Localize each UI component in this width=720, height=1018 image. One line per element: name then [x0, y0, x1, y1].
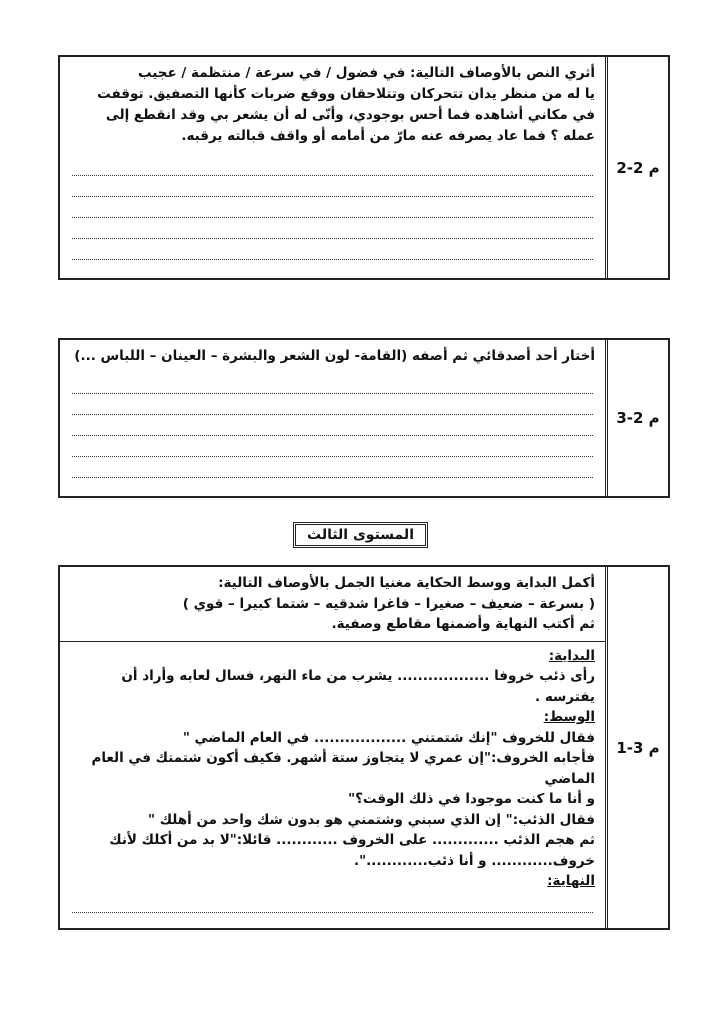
exercise-code: م 2-2 — [605, 57, 668, 278]
answer-line[interactable] — [72, 373, 593, 394]
exercise-3-1-instruction-2: ( بسرعة – ضعيف – صغيرا – فاغرا شدقيه – شتما كبيرا – قوي ) — [182, 595, 595, 612]
exercise-3-1-instruction-1: أكمل البداية ووسط الحكاية مغنيا الجمل بالأوصاف التالية: — [218, 575, 595, 591]
exercise-2-2-box — [58, 55, 670, 280]
beginning-text: رأى ذئب خروفا .................. يشرب من ماء النهر، فسال لعابه وأراد أن يفترسه . — [121, 668, 595, 705]
middle-label: الوسط: — [543, 709, 595, 725]
answer-line[interactable] — [72, 197, 593, 218]
exercise-2-3-instruction: أختار أحد أصدقائي ثم أصفه (القامة- لون الشعر والبشرة – العينان – اللباس ...) — [74, 348, 595, 364]
answer-line[interactable] — [72, 436, 593, 457]
level-title: المستوى الثالث — [293, 522, 428, 548]
answer-line[interactable] — [72, 892, 593, 913]
answer-line[interactable] — [72, 415, 593, 436]
middle-line-3: و أنا ما كنت موجودا في ذلك الوقت؟" — [348, 791, 595, 807]
exercise-3-1-box — [58, 565, 670, 930]
answer-line[interactable] — [72, 913, 593, 929]
divider — [60, 641, 605, 642]
exercise-2-2-instruction: أثري النص بالأوصاف التالية: في فضول / في سرعة / منتظمة / عجيب — [137, 65, 595, 81]
answer-line[interactable] — [72, 155, 593, 176]
middle-line-1: فقال للخروف "إنك شتمتني .................. في العام الماضي " — [182, 729, 595, 746]
middle-line-4: فقال الذئب:" إن الذي سبني وشتمني هو بدون شك واحد من أهلك " — [147, 811, 595, 828]
exercise-3-1-content — [60, 567, 605, 928]
answer-line[interactable] — [72, 218, 593, 239]
beginning-label: البداية: — [548, 647, 595, 664]
exercise-code: م 2-3 — [605, 340, 668, 496]
exercise-2-2-passage: يا له من منظر يدان تتحركان وتتلاحقان ووقع ضربات كأنها التصفيق. توقفت في مكاني أشاهده فما أحس بوجودي، وأنّى له أن يشعر بي وقد انقطع إلى عمله ؟ فما عاد يصرفه عنه مارّ من أمامه أو واقف قبالته يرقبه. — [97, 86, 595, 144]
answer-line[interactable] — [72, 394, 593, 415]
answer-line[interactable] — [72, 457, 593, 478]
middle-line-2: فأجابه الخروف:"إن عمري لا يتجاوز ستة أشهر. فكيف أكون شتمتك في العام الماضي — [91, 750, 595, 787]
exercise-2-2-content — [60, 57, 605, 278]
exercise-2-3-box — [58, 338, 670, 498]
answer-line[interactable] — [72, 176, 593, 197]
middle-line-6: خروف............ و أنا ذئب............". — [354, 852, 595, 869]
exercise-3-1-instruction-3: ثم أكتب النهاية وأضمنها مقاطع وصفية. — [331, 616, 595, 632]
end-label: النهاية: — [547, 873, 595, 889]
exercise-code: م 3-1 — [605, 567, 668, 928]
middle-line-5: ثم هجم الذئب ............. على الخروف ............ قائلا:"لا بد من أكلك لأنك — [109, 832, 595, 848]
exercise-2-3-content — [60, 340, 605, 496]
answer-line[interactable] — [72, 239, 593, 260]
